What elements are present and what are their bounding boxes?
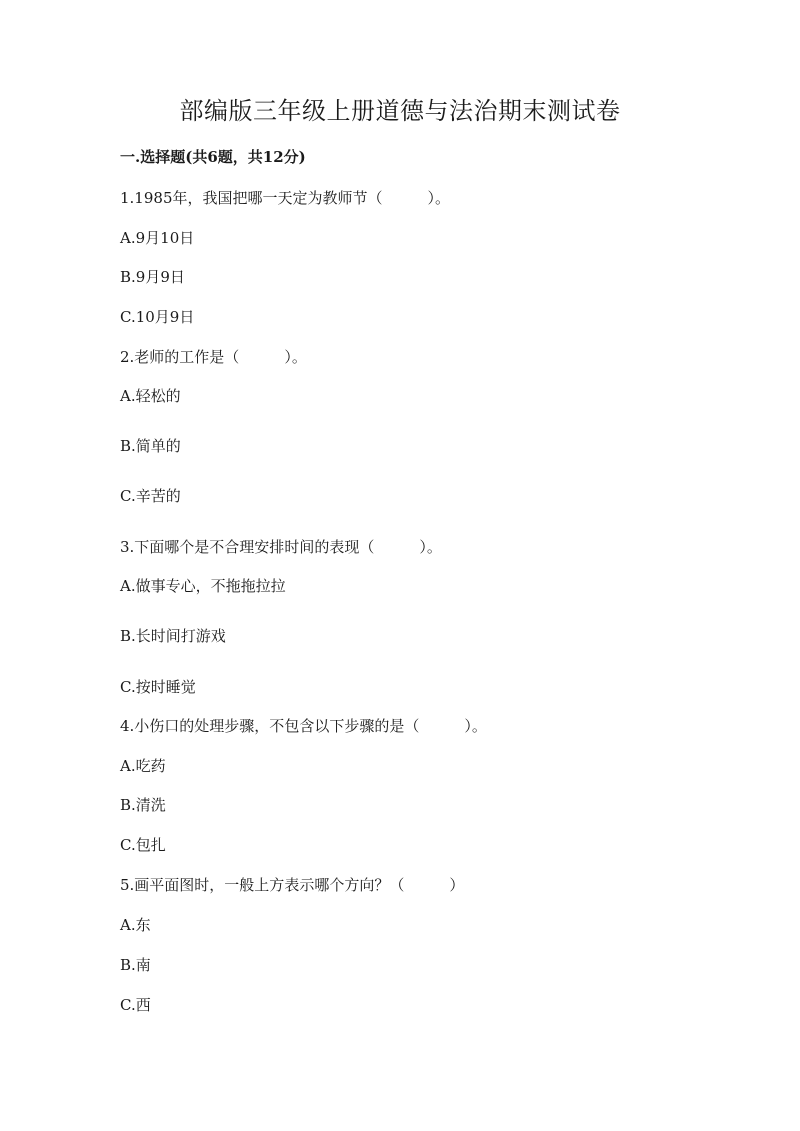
question-3-option-b: B.长时间打游戏 <box>120 627 226 645</box>
question-4-option-a: A.吃药 <box>120 757 166 775</box>
question-1-option-c: C.10月9日 <box>120 308 195 326</box>
question-4-option-b: B.清洗 <box>120 796 166 814</box>
question-5-option-b: B.南 <box>120 956 151 974</box>
question-5-option-a: A.东 <box>120 916 151 934</box>
question-1-stem: 1.1985年，我国把哪一天定为教师节（ ）。 <box>120 189 450 207</box>
question-1-option-b: B.9月9日 <box>120 268 185 286</box>
section-heading: 一.选择题(共6题，共12分) <box>120 148 306 166</box>
question-5-option-c: C.西 <box>120 996 151 1014</box>
question-3-option-c: C.按时睡觉 <box>120 678 196 696</box>
question-4-stem: 4.小伤口的处理步骤，不包含以下步骤的是（ ）。 <box>120 717 487 735</box>
question-1-option-a: A.9月10日 <box>120 229 195 247</box>
question-2-option-c: C.辛苦的 <box>120 487 181 505</box>
question-5-stem: 5.画平面图时，一般上方表示哪个方向？（ ） <box>120 876 465 894</box>
page-title: 部编版三年级上册道德与法治期末测试卷 <box>179 97 621 125</box>
question-2-stem: 2.老师的工作是（ ）。 <box>120 348 307 366</box>
question-3-stem: 3.下面哪个是不合理安排时间的表现（ ）。 <box>120 538 442 556</box>
question-4-option-c: C.包扎 <box>120 836 166 854</box>
question-3-option-a: A.做事专心，不拖拖拉拉 <box>120 577 286 595</box>
question-2-option-b: B.简单的 <box>120 437 181 455</box>
question-2-option-a: A.轻松的 <box>120 387 181 405</box>
